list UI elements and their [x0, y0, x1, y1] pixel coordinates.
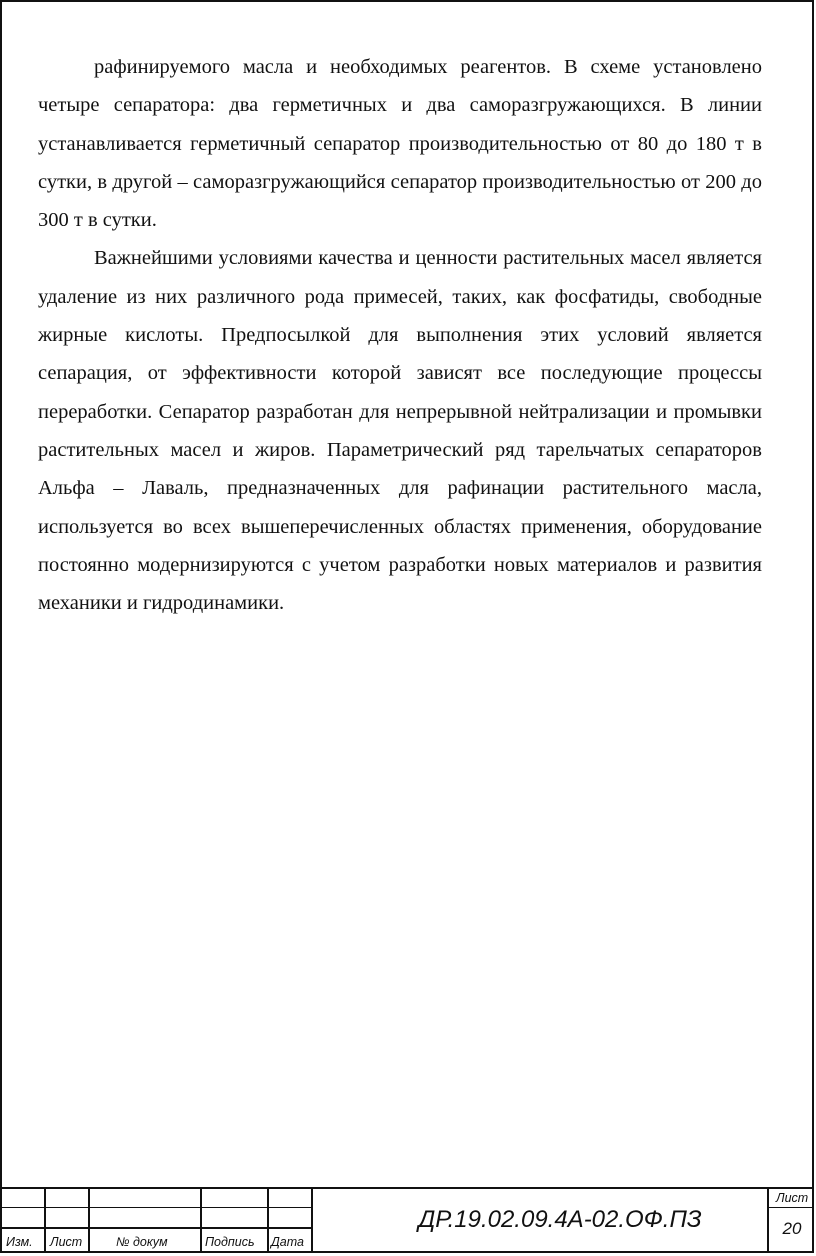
stamp-col-line-6	[767, 1187, 769, 1253]
paragraph-2: Важнейшими условиями качества и ценности растительных масел является удаление из них различного рода примесей, таких, как фосфатиды, свободные жирные кислоты. Предпосылкой для выполнения этих условий является сепарация, от эффективности которой зависят все последующие процессы переработки. Сепаратор разработан для непрерывной нейтрализации и промывки растительных масел и жиров. Параметрический ряд тарельчатых сепараторов Альфа – Лаваль, предназначенных для рафинации растительного масла, используется во всех вышеперечисленных областях применения, оборудование постоянно модернизируются с учетом разработки новых материалов и развития механики и гидродинамики.	[38, 247, 762, 615]
paragraph-1: рафинируемого масла и необходимых реагентов. В схеме установлено четыре сепаратора: два герметичных и два саморазгружающихся. В линии устанавливается герметичный сепаратор производительностью от 80 до 180 т в сутки, в другой – саморазгружающийся сепаратор производительностью от 200 до 300 т в сутки.	[38, 56, 762, 232]
stamp-col-line-3	[200, 1187, 202, 1253]
label-list: Лист	[50, 1235, 83, 1249]
stamp-col-line-2	[88, 1187, 90, 1253]
label-izm: Изм.	[6, 1235, 33, 1249]
stamp-sheet-line	[768, 1207, 814, 1208]
sheet-label: Лист	[776, 1191, 809, 1205]
document-code: ДР.19.02.09.4А-02.ОФ.ПЗ	[418, 1206, 702, 1233]
label-doc-num: № докум	[116, 1235, 168, 1249]
stamp-col-line-5	[311, 1187, 313, 1253]
stamp-col-line-1	[44, 1187, 46, 1253]
label-signature: Подпись	[205, 1235, 255, 1249]
stamp-row-line-2	[0, 1227, 312, 1229]
stamp-col-line-4	[267, 1187, 269, 1253]
stamp-row-line-1	[0, 1207, 312, 1208]
label-date: Дата	[271, 1235, 304, 1249]
stamp-top-line	[0, 1187, 814, 1189]
body-text	[38, 48, 762, 622]
sheet-number: 20	[782, 1219, 802, 1238]
